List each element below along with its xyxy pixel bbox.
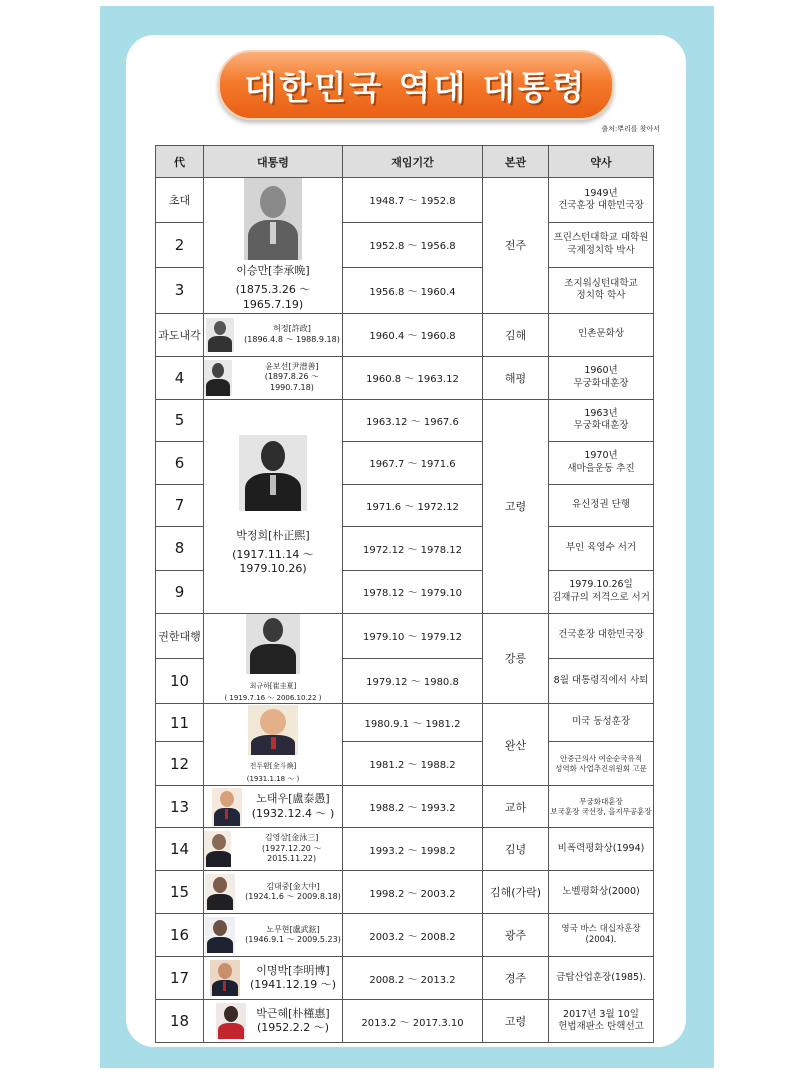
president-name: 김영삼[金泳三] <box>264 833 319 843</box>
president-name: 노무현[盧武鉉] <box>266 924 320 934</box>
bio-cell: 1970년 새마을운동 추진 <box>549 441 654 484</box>
term-cell: 1988.2 ～ 1993.2 <box>343 786 483 828</box>
term-cell: 1952.8 ～ 1956.8 <box>343 222 483 267</box>
generation-cell: 7 <box>156 484 204 526</box>
term-cell: 2008.2 ～ 2013.2 <box>343 957 483 1000</box>
bio-cell: 노벨평화상(2000) <box>549 871 654 914</box>
generation-cell: 12 <box>156 742 204 786</box>
table-row <box>156 178 654 223</box>
term-cell: 1960.4 ～ 1960.8 <box>343 313 483 356</box>
bio-cell: 프린스턴대학교 대학원 국제정치학 박사 <box>549 222 654 267</box>
president-name: 전두환[全斗煥] <box>249 762 297 771</box>
president-name: 박정희[朴正熙] <box>236 528 310 542</box>
president-dates: (1896.4.8 ～ 1988.9.18) <box>244 334 340 344</box>
president-photo <box>204 831 231 867</box>
clan-cell: 김해 <box>483 313 549 356</box>
president-photo <box>205 917 235 953</box>
president-cell <box>204 704 343 786</box>
term-cell: 1979.12 ～ 1980.8 <box>343 658 483 703</box>
table-row <box>156 786 654 828</box>
bio-cell: 1949년 건국훈장 대한민국장 <box>549 178 654 223</box>
generation-cell: 6 <box>156 441 204 484</box>
generation-cell: 9 <box>156 570 204 613</box>
president-dates: (1917.11.14 ～ 1979.10.26) <box>232 547 314 576</box>
table-row <box>156 1000 654 1043</box>
president-photo <box>212 788 242 826</box>
president-dates: (1924.1.6 ～ 2009.8.18) <box>245 892 341 902</box>
president-cell <box>204 399 343 613</box>
term-cell: 1963.12 ～ 1967.6 <box>343 399 483 441</box>
president-cell <box>204 178 343 314</box>
generation-cell: 10 <box>156 658 204 703</box>
term-cell: 2013.2 ～ 2017.3.10 <box>343 1000 483 1043</box>
clan-cell: 경주 <box>483 957 549 1000</box>
clan-cell: 해평 <box>483 356 549 399</box>
table-header-row <box>156 146 654 178</box>
president-photo <box>239 435 307 511</box>
president-photo <box>216 1003 246 1039</box>
term-cell: 1972.12 ～ 1978.12 <box>343 526 483 570</box>
generation-cell: 8 <box>156 526 204 570</box>
bio-cell: 유신정권 단행 <box>549 484 654 526</box>
bio-cell: 1963년 무궁화대훈장 <box>549 399 654 441</box>
president-name: 최규하[崔圭夏] <box>249 681 297 690</box>
clan-cell: 김해(가락) <box>483 871 549 914</box>
table-row <box>156 704 654 742</box>
table-row <box>156 957 654 1000</box>
term-cell: 1981.2 ～ 1988.2 <box>343 742 483 786</box>
president-dates: (1931.1.18 ～ ) <box>246 775 300 784</box>
president-name: 이승만[李承晩] <box>236 264 310 277</box>
bio-cell: 영국 바스 대십자훈장(2004). <box>549 914 654 957</box>
president-dates: (1952.2.2 ～) <box>256 1021 330 1035</box>
president-name: 윤보선[尹潽善] <box>265 361 319 371</box>
header-bio: 약사 <box>549 146 654 178</box>
generation-cell: 3 <box>156 267 204 313</box>
president-cell <box>204 613 343 704</box>
page-title: 대한민국 역대 대통령 <box>244 67 588 107</box>
bio-cell: 인촌문화상 <box>549 313 654 356</box>
table-row <box>156 613 654 658</box>
president-photo <box>244 178 302 260</box>
generation-cell: 11 <box>156 704 204 742</box>
bio-cell: 안중근의사 여순순국유적 성역화 사업추진위원회 고문 <box>549 742 654 786</box>
president-photo <box>206 318 234 352</box>
bio-cell: 1979.10.26일 김재규의 저격으로 서거 <box>549 570 654 613</box>
header-president: 대통령 <box>204 146 343 178</box>
president-name: 노태우[盧泰愚] <box>256 792 330 806</box>
president-name: 김대중[金大中] <box>266 881 320 891</box>
bio-cell: 조지워싱턴대학교 정치학 학사 <box>549 267 654 313</box>
president-dates: (1875.3.26 ～ 1965.7.19) <box>235 282 311 311</box>
president-photo <box>204 360 232 396</box>
bio-cell: 금탑산업훈장(1985). <box>549 957 654 1000</box>
president-name: 허정[許政] <box>273 324 311 334</box>
term-cell: 1978.12 ～ 1979.10 <box>343 570 483 613</box>
president-name: 이명박[李明博] <box>256 963 330 977</box>
bio-cell: 건국훈장 대한민국장 <box>549 613 654 658</box>
term-cell: 1967.7 ～ 1971.6 <box>343 441 483 484</box>
president-cell <box>204 356 343 399</box>
generation-cell: 4 <box>156 356 204 399</box>
president-cell <box>204 1000 343 1043</box>
generation-cell: 16 <box>156 914 204 957</box>
clan-cell: 교하 <box>483 786 549 828</box>
generation-cell: 18 <box>156 1000 204 1043</box>
president-dates: ( 1919.7.16 ～ 2006.10.22 ) <box>224 694 322 703</box>
president-name: 박근혜[朴槿惠] <box>256 1006 330 1020</box>
bio-cell: 미국 동성훈장 <box>549 704 654 742</box>
header-term: 재임기간 <box>343 146 483 178</box>
generation-cell: 17 <box>156 957 204 1000</box>
president-photo <box>205 874 235 910</box>
president-dates: (1941.12.19 ～) <box>249 978 337 992</box>
president-photo <box>210 960 240 996</box>
term-cell: 1956.8 ～ 1960.4 <box>343 267 483 313</box>
president-cell <box>204 914 343 957</box>
clan-cell: 완산 <box>483 704 549 786</box>
header-generation: 代 <box>156 146 204 178</box>
clan-cell: 강릉 <box>483 613 549 704</box>
term-cell: 1979.10 ～ 1979.12 <box>343 613 483 658</box>
president-cell <box>204 871 343 914</box>
generation-cell: 14 <box>156 828 204 871</box>
bio-cell: 1960년 무궁화대훈장 <box>549 356 654 399</box>
table-row <box>156 356 654 399</box>
bio-cell: 8월 대통령직에서 사퇴 <box>549 658 654 703</box>
president-cell <box>204 828 343 871</box>
table-row <box>156 914 654 957</box>
bio-cell: 무궁화대훈장 보국훈장 국선장, 을지무공훈장 <box>549 786 654 828</box>
president-dates: (1927.12.20 ～ 2015.11.22) <box>261 843 322 864</box>
bio-cell: 2017년 3월 10일 헌법재판소 탄핵선고 <box>549 1000 654 1043</box>
table-row <box>156 828 654 871</box>
clan-cell: 고령 <box>483 1000 549 1043</box>
president-dates: (1946.9.1 ～ 2009.5.23) <box>245 935 341 945</box>
term-cell: 1980.9.1 ～ 1981.2 <box>343 704 483 742</box>
title-banner <box>218 50 614 120</box>
term-cell: 2003.2 ～ 2008.2 <box>343 914 483 957</box>
table-row <box>156 313 654 356</box>
generation-cell: 권한대행 <box>156 613 204 658</box>
president-photo <box>248 705 298 755</box>
table-row <box>156 871 654 914</box>
generation-cell: 5 <box>156 399 204 441</box>
generation-cell: 초대 <box>156 178 204 223</box>
generation-cell: 2 <box>156 222 204 267</box>
bio-cell: 비폭력평화상(1994) <box>549 828 654 871</box>
clan-cell: 김녕 <box>483 828 549 871</box>
term-cell: 1998.2 ～ 2003.2 <box>343 871 483 914</box>
president-cell <box>204 957 343 1000</box>
term-cell: 1948.7 ～ 1952.8 <box>343 178 483 223</box>
table-row <box>156 399 654 441</box>
president-cell <box>204 313 343 356</box>
term-cell: 1993.2 ～ 1998.2 <box>343 828 483 871</box>
clan-cell: 전주 <box>483 178 549 314</box>
president-photo <box>246 614 300 674</box>
header-clan: 본관 <box>483 146 549 178</box>
generation-cell: 15 <box>156 871 204 914</box>
generation-cell: 13 <box>156 786 204 828</box>
bio-cell: 부인 육영수 서거 <box>549 526 654 570</box>
president-dates: (1932.12.4 ～ ) <box>251 806 335 820</box>
term-cell: 1971.6 ～ 1972.12 <box>343 484 483 526</box>
source-note: 출처:뿌리를 찾아서 <box>601 125 660 133</box>
generation-cell: 과도내각 <box>156 313 204 356</box>
presidents-table <box>155 145 654 1043</box>
clan-cell: 광주 <box>483 914 549 957</box>
term-cell: 1960.8 ～ 1963.12 <box>343 356 483 399</box>
president-cell <box>204 786 343 828</box>
president-dates: (1897.8.26 ～ 1990.7.18) <box>264 372 320 392</box>
clan-cell: 고령 <box>483 399 549 613</box>
